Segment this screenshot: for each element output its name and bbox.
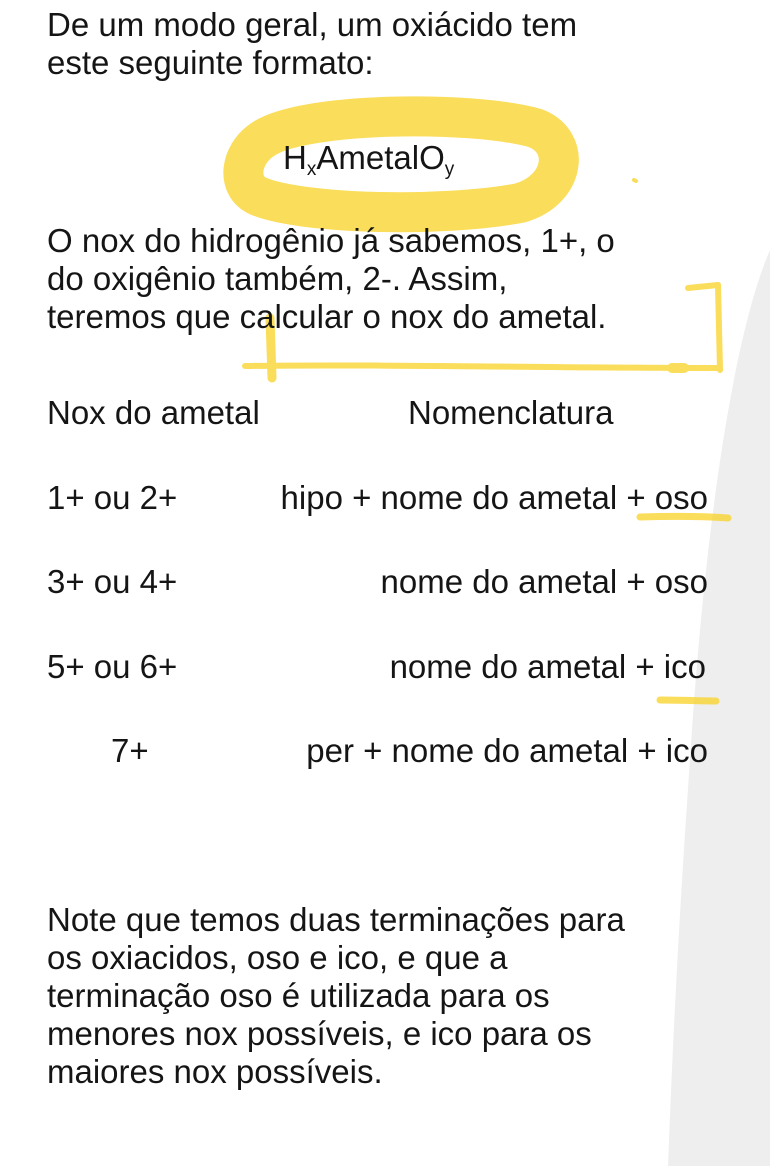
formula-ametal: Ametal xyxy=(316,139,420,176)
row-nomenclatura: hipo + nome do ametal + oso xyxy=(280,479,708,516)
row-nox: 5+ ou 6+ xyxy=(47,648,178,685)
row-nox: 1+ ou 2+ xyxy=(47,479,178,516)
note-line: maiores nox possíveis. xyxy=(47,1053,383,1090)
formula-subscript-x: x xyxy=(306,159,317,180)
row-nomenclatura: nome do ametal + oso xyxy=(380,563,708,600)
nox-paragraph xyxy=(47,222,615,336)
row-nomenclatura: per + nome do ametal + ico xyxy=(306,732,708,769)
note-line: menores nox possíveis, e ico para os xyxy=(47,1015,592,1052)
nox-line: teremos que calcular o nox do ametal. xyxy=(47,298,607,335)
note-line: terminação oso é utilizada para os xyxy=(47,977,550,1014)
header-nox-do-ametal: Nox do ametal xyxy=(47,394,260,431)
nox-line: do oxigênio também, 2-. Assim, xyxy=(47,260,508,297)
nox-line: O nox do hidrogênio já sabemos, 1+, o xyxy=(47,222,615,259)
note-line: Note que temos duas terminações para xyxy=(47,901,625,938)
row-nomenclatura: nome do ametal + ico xyxy=(389,648,706,685)
formula-subscript-y: y xyxy=(444,159,455,180)
note-line: os oxiacidos, oso e ico, e que a xyxy=(47,939,508,976)
oxiacid-formula xyxy=(283,138,455,180)
row-nox: 7+ xyxy=(111,732,149,769)
note-paragraph xyxy=(47,901,625,1091)
intro-line: este seguinte formato: xyxy=(47,44,374,81)
intro-paragraph xyxy=(47,6,577,82)
formula-o: O xyxy=(419,139,445,176)
header-nomenclatura: Nomenclatura xyxy=(408,394,614,431)
formula-h: H xyxy=(283,139,307,176)
intro-line: De um modo geral, um oxiácido tem xyxy=(47,6,578,43)
row-nox: 3+ ou 4+ xyxy=(47,563,178,600)
